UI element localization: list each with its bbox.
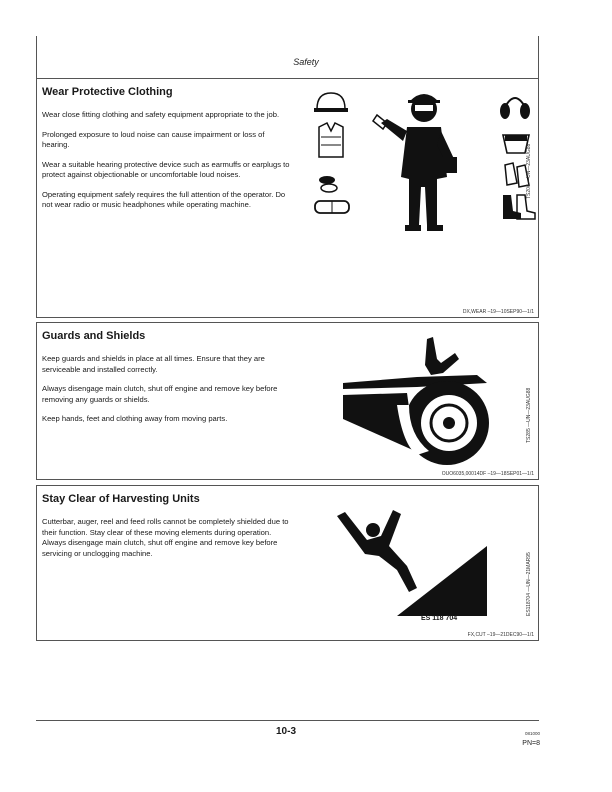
footer-rule bbox=[36, 720, 539, 721]
image-code: TS206 —UN—23AUG88 bbox=[526, 143, 532, 199]
paragraph: Keep guards and shields in place at all times. Ensure that they are serviceable and installed correctly. bbox=[42, 354, 265, 374]
earplugs-icon bbox=[319, 176, 337, 192]
earmuffs-icon bbox=[500, 98, 530, 119]
image-code: ES118704 —UN—21MAR95 bbox=[526, 552, 532, 616]
image-label: ES 118 704 bbox=[421, 615, 458, 622]
section-body bbox=[42, 354, 292, 434]
reference-code: DX,WEAR –19—10SEP90—1/1 bbox=[462, 309, 534, 315]
pn-number: PN=8 bbox=[522, 740, 540, 747]
hand-icon bbox=[425, 337, 459, 375]
paragraph: Prolonged exposure to loud noise can cause impairment or loss of hearing. bbox=[42, 129, 265, 149]
section-title: Guards and Shields bbox=[42, 330, 146, 342]
harvesting-unit-hazard-illustration bbox=[337, 506, 487, 626]
guards-and-shields-illustration bbox=[337, 335, 517, 465]
belt-guard-icon bbox=[343, 375, 489, 465]
worker-figure-icon bbox=[373, 94, 457, 231]
falling-person-icon bbox=[337, 510, 417, 592]
paragraph: Cutterbar, auger, reel and feed rolls cannot be completely shielded due to their function. Stay clear of these moving elements during operation. Always disengage main clutch, shut off engine and remove key before servicing or unclogging machine. bbox=[42, 517, 289, 558]
paragraph: Keep hands, feet and clothing away from moving parts. bbox=[42, 414, 228, 423]
reference-code: FX,CUT –19—21DEC90—1/1 bbox=[467, 632, 534, 638]
section-wear-protective-clothing bbox=[36, 78, 539, 318]
protective-clothing-illustration bbox=[307, 87, 537, 237]
section-body bbox=[42, 517, 292, 568]
running-header: Safety bbox=[293, 57, 319, 67]
hard-hat-icon bbox=[314, 93, 348, 112]
section-body bbox=[42, 110, 292, 220]
print-code: 081000 bbox=[524, 731, 540, 736]
image-code: TS285 —UN—23AUG88 bbox=[526, 387, 532, 443]
reference-code: OUO6035,00014DF –19—18SEP01—1/1 bbox=[441, 471, 534, 477]
paragraph: Wear a suitable hearing protective device such as earmuffs or earplugs to protect against objectionable or uncomfortable loud noises. bbox=[42, 159, 290, 179]
safety-vest-icon bbox=[319, 123, 343, 157]
section-stay-clear-of-harvesting-units bbox=[36, 485, 539, 641]
paragraph: Wear close fitting clothing and safety equipment appropriate to the job. bbox=[42, 110, 280, 119]
paragraph: Operating equipment safely requires the full attention of the operator. Do not wear radio or music headphones while operating machine. bbox=[42, 189, 286, 209]
paragraph: Always disengage main clutch, shut off engine and remove key before removing any guards or shields. bbox=[42, 384, 278, 404]
goggles-icon bbox=[315, 201, 349, 213]
page-number: 10-3 bbox=[276, 726, 297, 737]
section-guards-and-shields bbox=[36, 322, 539, 480]
section-title: Wear Protective Clothing bbox=[42, 86, 173, 98]
section-title: Stay Clear of Harvesting Units bbox=[42, 493, 200, 505]
